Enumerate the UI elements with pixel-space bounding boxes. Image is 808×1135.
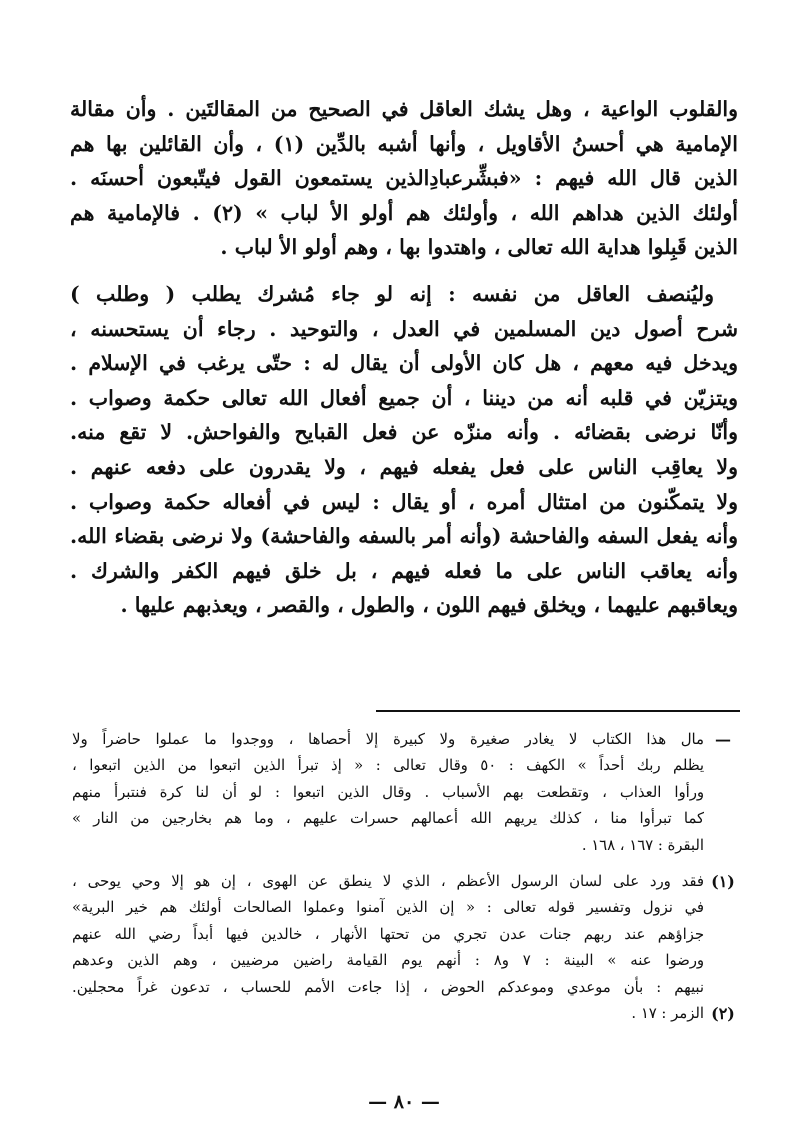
footnote-line: في نزول وتفسير قوله تعالى : « إن الذين آمنوا وعملوا الصالحات أولئك هم خير البرية» — [72, 899, 704, 917]
footnotes — [72, 727, 735, 1027]
text-line: ويتزيّن في قلبه أنه من ديننا ، أن جميع أفعال الله تعالى حكمة وصواب . — [70, 385, 738, 410]
paragraph-2 — [70, 277, 738, 623]
footnote-continuation — [72, 727, 731, 859]
text-line: الإمامية هي أحسنُ الأقاويل ، وأنها أشبه بالدِّين (١) ، وأن القائلين بها هم — [70, 131, 738, 156]
footnote-line: مال هذا الكتاب لا يغادر صغيرة ولا كبيرة إلا أحصاها ، ووجدوا ما عملوا حاضراً ولا — [72, 731, 704, 748]
footnote-marker: — — [715, 730, 731, 749]
main-text — [70, 92, 738, 623]
text-line: ولا يعاقِب الناس على فعل يفعله فيهم ، ولا يقدرون على دفعه عنهم . — [70, 454, 738, 479]
text-line: أولئك الذين هداهم الله ، وأولئك هم أولو الأ لباب » (٢) . فالإمامية هم — [70, 200, 738, 225]
footnote-line: نبيهم : بأن موعدي وموعدكم الحوض ، إذا جاءت الأمم للحساب ، تدعون غراً محجلين. — [72, 978, 704, 996]
text-line: وأنه يفعل السفه والفاحشة (وأنه أمر بالسفه والفاحشة) ولا نرضى بقضاء الله. — [70, 524, 738, 549]
footnote-gap — [72, 859, 704, 869]
footnote-line: فقد ورد على لسان الرسول الأعظم ، الذي لا ينطق عن الهوى ، إن هو إلا وحي يوحى ، — [72, 872, 704, 890]
paragraph-gap — [70, 265, 738, 277]
text-line: ويدخل فيه معهم ، هل كان الأولى أن يقال له : حتّى يرغب في الإسلام . — [70, 351, 738, 376]
footnote-1 — [72, 869, 735, 1001]
footnote-marker: (١) — [711, 871, 735, 891]
footnote-separator — [376, 710, 740, 712]
footnote-line: ورضوا عنه » البينة : ٧ و٨ : أنهم يوم القيامة راضين مرضيين ، وهم الذين وعدهم — [72, 952, 704, 970]
text-line: وأنه يعاقب الناس على ما فعله فيهم ، بل خلق فيهم الكفر والشرك . — [70, 558, 738, 583]
text-line: ويعاقبهم عليهما ، ويخلق فيهم اللون ، والطول ، والقصر ، ويعذبهم عليها . — [120, 593, 738, 618]
footnote-line: يظلم ربك أحداً » الكهف : ٥٠ وقال تعالى : « إذ تبرأ الذين اتبعوا من الذين اتبعوا ، — [72, 757, 704, 775]
text-line: وأنّا نرضى بقضائه . وأنه منزّه عن فعل القبايح والفواحش. لا تقع منه. — [70, 420, 738, 445]
text-line: والقلوب الواعية ، وهل يشك العاقل في الصحيح من المقالتَين . وأن مقالة — [70, 97, 738, 121]
footnote-line: ورأوا العذاب ، وتقطعت بهم الأسباب . وقال الذين اتبعوا : لو أن لنا كرة فنتبرأ منهم — [72, 783, 704, 801]
text-line: وليُنصف العاقل من نفسه : إنه لو جاء مُشرك يطلب ( وطلب ) — [70, 281, 714, 306]
page-number: — ٨٠ — — [368, 1091, 440, 1113]
text-line: ولا يتمكّنون من امتثال أمره ، أو يقال : ليس في أفعاله حكمة وصواب . — [70, 489, 738, 514]
footnote-marker: (٢) — [711, 1003, 735, 1023]
footnote-line: الزمر : ١٧ . — [631, 1004, 704, 1022]
text-line: شرح أصول دين المسلمين في العدل ، والتوحيد . رجاء أن يستحسنه ، — [70, 316, 738, 341]
footnote-line: كما تبرأوا منا ، كذلك يريهم الله أعمالهم حسرات عليهم ، وما هم بخارجين من النار » — [72, 810, 704, 828]
footnote-line: جزاؤهم عند ربهم جنات عدن تجري من تحتها الأنهار ، خالدين فيها أبداً رضي الله عنهم — [72, 925, 704, 943]
footnote-line: البقرة : ١٦٧ ، ١٦٨ . — [581, 836, 704, 854]
text-line: الذين قال الله فيهم : «فبشِّرعبادِالذين يستمعون القول فيتّبعون أحسنَه . — [70, 166, 738, 191]
footnote-2 — [72, 1001, 735, 1027]
paragraph-1 — [70, 92, 738, 265]
text-line: الذين قَبِلوا هداية الله تعالى ، واهتدوا بها ، وهم أولو الأ لباب . — [220, 235, 738, 260]
